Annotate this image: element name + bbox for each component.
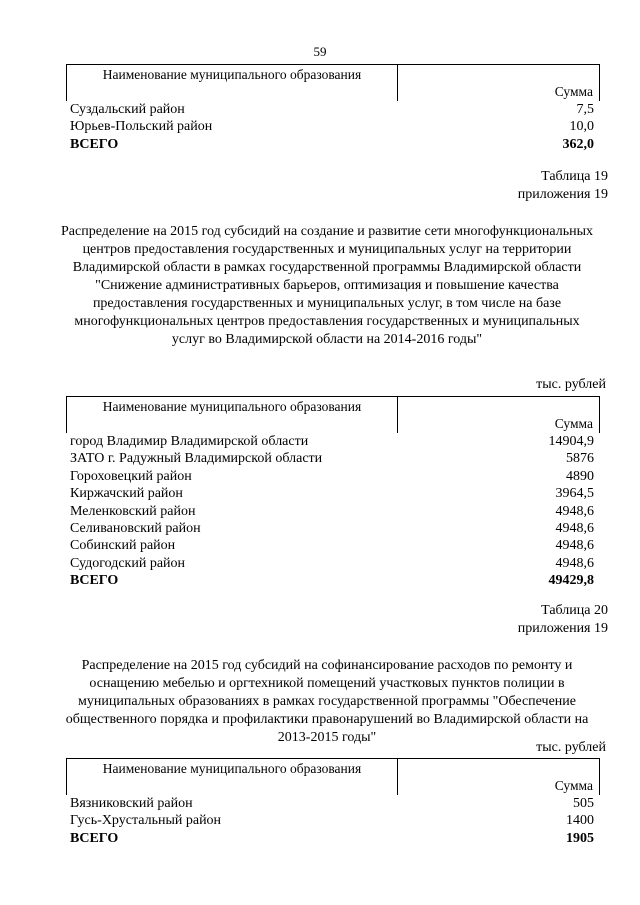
table-number: Таблица 20 bbox=[541, 603, 608, 618]
table-row bbox=[66, 537, 600, 554]
table-20-label bbox=[518, 602, 608, 638]
row-name: Собинский район bbox=[70, 538, 176, 554]
row-name: Гороховецкий район bbox=[70, 468, 192, 484]
table-total-row bbox=[66, 830, 600, 847]
table-row bbox=[66, 555, 600, 572]
row-name: ЗАТО г. Радужный Владимирской области bbox=[70, 451, 323, 467]
row-name: Киржачский район bbox=[70, 486, 183, 502]
header-sum-cell: Сумма bbox=[554, 416, 593, 431]
row-value: 4948,6 bbox=[555, 555, 594, 571]
total-label: ВСЕГО bbox=[70, 830, 119, 846]
table-row bbox=[66, 450, 600, 467]
appendix-ref: приложения 19 bbox=[517, 621, 608, 636]
table-19-caption: Распределение на 2015 год субсидий на создание и развитие сети многофункциональных центров предоставления государственных и муниципальных услуг на территории Владимирской области в рамках государственной программы Владимирской области "Снижение административных барьеров, оптимизация и повышение качества предоставления государственных и муниципальных услуг, в том числе на базе многофункциональных центров предоставления государственных и муниципальных услуг во Владимирской области на 2014-2016 годы" bbox=[60, 224, 594, 347]
row-name: Суздальский район bbox=[70, 102, 185, 117]
page-number: 59 bbox=[313, 44, 327, 59]
row-name: Вязниковский район bbox=[70, 796, 193, 811]
row-name: Селивановский район bbox=[70, 520, 201, 536]
row-value: 3964,5 bbox=[555, 486, 594, 502]
header-name-cell: Наименование муниципального образования bbox=[67, 397, 398, 433]
units-label: тыс. рублей bbox=[536, 740, 606, 755]
table-row bbox=[66, 812, 600, 829]
row-value: 1400 bbox=[566, 813, 594, 829]
row-value: 4890 bbox=[566, 468, 594, 484]
table-19-label bbox=[518, 168, 608, 204]
table-row bbox=[66, 503, 600, 520]
table-number: Таблица 19 bbox=[541, 169, 608, 184]
appendix-ref: приложения 19 bbox=[517, 187, 608, 202]
total-label: ВСЕГО bbox=[70, 136, 119, 152]
row-name: Юрьев-Польский район bbox=[70, 119, 213, 135]
header-name-cell: Наименование муниципального образования bbox=[67, 759, 398, 795]
table-row bbox=[66, 468, 600, 485]
table-20-caption: Распределение на 2015 год субсидий на софинансирование расходов по ремонту и оснащению мебелью и оргтехникой помещений участковых пунктов полиции в муниципальных образованиях в рамках государственной программы "Обеспечение общественного порядка и профилактики правонарушений во Владимирской области на 2013-2015 годы" bbox=[65, 658, 589, 745]
total-value: 49429,8 bbox=[548, 573, 594, 589]
table-row bbox=[66, 520, 600, 537]
table-row bbox=[66, 795, 600, 812]
row-value: 10,0 bbox=[569, 119, 594, 135]
total-label: ВСЕГО bbox=[70, 573, 119, 589]
table-total-row bbox=[66, 136, 600, 153]
table-header bbox=[66, 758, 600, 795]
table-19 bbox=[66, 396, 600, 590]
table-row bbox=[66, 433, 600, 450]
table-total-row bbox=[66, 572, 600, 589]
header-sum-cell: Сумма bbox=[554, 778, 593, 793]
header-sum-cell: Сумма bbox=[554, 84, 593, 99]
total-value: 362,0 bbox=[562, 136, 594, 152]
table-header bbox=[66, 64, 600, 101]
table-continuation bbox=[66, 64, 600, 153]
row-value: 7,5 bbox=[576, 102, 594, 117]
row-name: Меленковский район bbox=[70, 503, 196, 519]
header-name-cell: Наименование муниципального образования bbox=[67, 65, 398, 101]
row-value: 14904,9 bbox=[548, 434, 594, 449]
row-value: 4948,6 bbox=[555, 503, 594, 519]
row-name: Гусь-Хрустальный район bbox=[70, 813, 222, 829]
table-row bbox=[66, 485, 600, 502]
units-label: тыс. рублей bbox=[536, 377, 606, 392]
table-row bbox=[66, 118, 600, 135]
table-header bbox=[66, 396, 600, 433]
row-value: 505 bbox=[573, 796, 594, 811]
total-value: 1905 bbox=[566, 830, 594, 846]
table-row bbox=[66, 101, 600, 118]
row-value: 4948,6 bbox=[555, 538, 594, 554]
row-name: город Владимир Владимирской области bbox=[70, 434, 309, 449]
row-name: Судогодский район bbox=[70, 555, 186, 571]
table-20 bbox=[66, 758, 600, 847]
row-value: 4948,6 bbox=[555, 520, 594, 536]
row-value: 5876 bbox=[566, 451, 594, 467]
